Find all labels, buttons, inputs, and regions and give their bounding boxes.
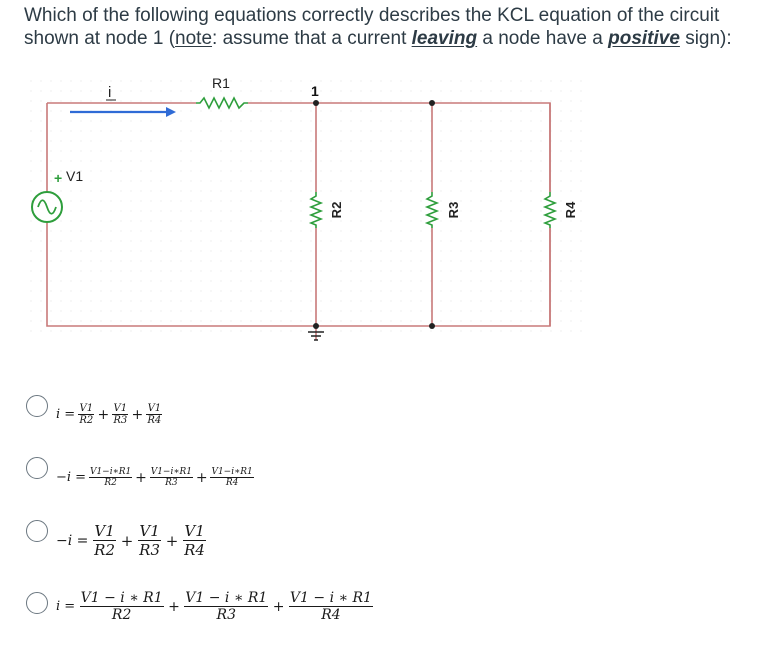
term-numerator: V1 − i ∗ R1 [80, 590, 163, 606]
eq-lhs: −i = [56, 532, 89, 549]
radio-option-1[interactable] [26, 395, 48, 417]
term-denominator: R4 [225, 478, 239, 488]
eq-lhs: i = [56, 407, 76, 422]
question-part: sign): [679, 28, 732, 49]
radio-option-4[interactable] [26, 592, 48, 614]
question-part: a node have a [477, 28, 609, 49]
term-denominator: R2 [104, 478, 117, 488]
term-numerator: V1 [94, 522, 115, 540]
question-part: : assume that a current [212, 28, 412, 49]
term-numerator: V1 [139, 522, 160, 540]
term-numerator: V1 − i ∗ R1 [185, 590, 268, 606]
term-numerator: V1−i∗R1 [211, 467, 253, 477]
term-numerator: V1 − i ∗ R1 [289, 590, 372, 606]
r2-resistor [309, 192, 323, 228]
answer-option-2[interactable] [26, 455, 266, 503]
eq-term [138, 522, 161, 559]
eq-term [184, 590, 268, 623]
term-denominator: R4 [147, 415, 162, 426]
term-denominator: R3 [139, 541, 160, 559]
r1-label: R1 [212, 75, 230, 91]
plus-sign: + [165, 531, 179, 550]
answer-option-3[interactable] [26, 518, 226, 568]
eq-lhs: −i = [56, 470, 87, 485]
term-numerator: V1 [184, 522, 205, 540]
current-label: i [108, 84, 112, 101]
r3-label: R3 [446, 201, 461, 219]
leaving-emphasis: leaving [411, 28, 478, 49]
r3-resistor [425, 192, 439, 228]
term-denominator: R2 [79, 415, 94, 426]
circuit-diagram [0, 70, 766, 350]
eq-lhs: i = [56, 599, 76, 614]
equation-option-4 [56, 590, 373, 623]
eq-term [93, 522, 116, 559]
eq-term [80, 590, 164, 623]
radio-option-2[interactable] [26, 457, 48, 479]
r4-resistor [543, 192, 557, 228]
eq-term [150, 467, 193, 488]
plus-sign: + [120, 531, 134, 550]
plus-sign: + [97, 406, 110, 423]
source-polarity-label: + [54, 170, 63, 186]
question-part: Which of the following equations correctly describes the KCL equation of the circuit shown at node 1 ( [24, 5, 720, 49]
term-numerator: V1 [79, 403, 94, 414]
equation-option-2 [56, 467, 254, 488]
r4-label: R4 [563, 201, 578, 219]
term-numerator: V1 [147, 403, 162, 414]
question-text [24, 4, 754, 50]
eq-term [146, 403, 162, 426]
term-denominator: R2 [111, 607, 132, 623]
term-denominator: R4 [184, 541, 205, 559]
note-underlined: note [175, 28, 213, 49]
term-denominator: R2 [94, 541, 116, 559]
radio-option-3[interactable] [26, 520, 48, 542]
equation-option-1 [56, 403, 162, 426]
equation-option-3 [56, 522, 206, 559]
term-denominator: R4 [321, 607, 341, 623]
plus-sign: + [131, 406, 144, 423]
term-denominator: R3 [216, 607, 236, 623]
eq-term [210, 467, 253, 488]
positive-emphasis: positive [608, 28, 680, 49]
node-1-label: 1 [311, 83, 319, 99]
plus-sign: + [272, 598, 285, 615]
answer-option-4[interactable] [26, 586, 372, 636]
eq-term [112, 403, 128, 426]
eq-term [183, 522, 206, 559]
term-numerator: V1 [113, 403, 128, 414]
term-numerator: V1−i∗R1 [150, 467, 192, 477]
eq-term [78, 403, 94, 426]
answer-option-1[interactable] [26, 393, 186, 441]
v1-label: V1 [66, 168, 84, 184]
eq-term [89, 467, 132, 488]
v1-source [32, 192, 62, 222]
r2-label: R2 [329, 201, 344, 219]
plus-sign: + [168, 598, 180, 615]
r1-resistor [196, 97, 248, 109]
term-denominator: R3 [113, 415, 128, 426]
eq-term [289, 590, 373, 623]
term-numerator: V1−i∗R1 [89, 467, 132, 477]
plus-sign: + [135, 469, 147, 486]
term-denominator: R3 [165, 478, 178, 488]
plus-sign: + [195, 469, 208, 486]
